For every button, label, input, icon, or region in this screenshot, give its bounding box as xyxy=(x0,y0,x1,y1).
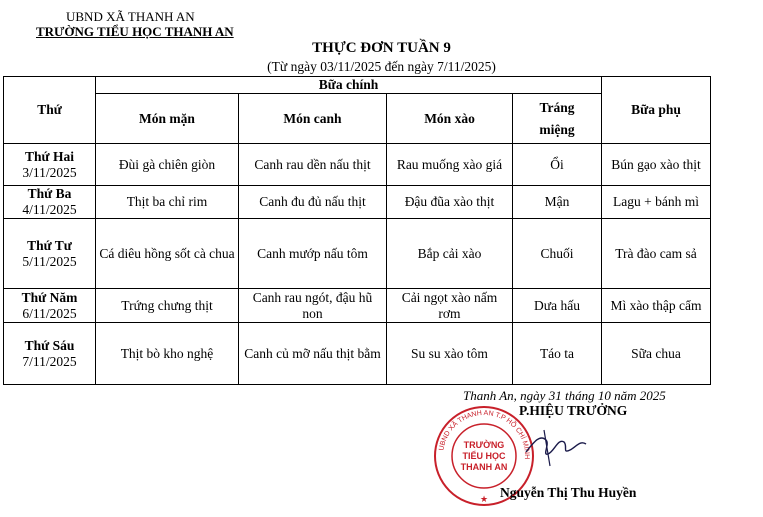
day-cell: Thứ Năm 6/11/2025 xyxy=(4,289,96,323)
day-cell: Thứ Tư 5/11/2025 xyxy=(4,219,96,289)
day-cell: Thứ Sáu 7/11/2025 xyxy=(4,323,96,385)
day-cell: Thứ Ba 4/11/2025 xyxy=(4,186,96,219)
dessert-cell: Dưa hấu xyxy=(513,289,602,323)
table-row xyxy=(4,219,711,289)
snack-cell: Sữa chua xyxy=(602,323,711,385)
snack-cell: Mì xào thập cẩm xyxy=(602,289,711,323)
soup-cell: Canh đu đủ nấu thịt xyxy=(239,186,387,219)
header-school: TRƯỜNG TIỂU HỌC THANH AN xyxy=(36,24,234,39)
header-soup: Món canh xyxy=(239,94,387,144)
header-main-dish: Món mặn xyxy=(96,94,239,144)
stir-fry-cell: Đậu đũa xào thịt xyxy=(387,186,513,219)
dessert-cell: Chuối xyxy=(513,219,602,289)
seal-line-1: TRƯỜNG xyxy=(463,440,505,450)
soup-cell: Canh củ mỡ nấu thịt bằm xyxy=(239,323,387,385)
signature-place-date: Thanh An, ngày 31 tháng 10 năm 2025 xyxy=(463,388,666,403)
day-cell: Thứ Hai 3/11/2025 xyxy=(4,144,96,186)
main-dish-cell: Đùi gà chiên giòn xyxy=(96,144,239,186)
header-snack: Bữa phụ xyxy=(602,77,711,144)
dessert-cell: Mận xyxy=(513,186,602,219)
table-row xyxy=(4,289,711,323)
table-row xyxy=(4,186,711,219)
seal-line-3: THANH AN xyxy=(460,462,508,472)
seal-ring-text: UBND XÃ THANH AN T.P HỒ CHÍ MINH xyxy=(438,409,531,460)
soup-cell: Canh mướp nấu tôm xyxy=(239,219,387,289)
dessert-cell: Táo ta xyxy=(513,323,602,385)
snack-cell: Lagu + bánh mì xyxy=(602,186,711,219)
header-stir-fry: Món xào xyxy=(387,94,513,144)
main-dish-cell: Thịt bò kho nghệ xyxy=(96,323,239,385)
stir-fry-cell: Su su xào tôm xyxy=(387,323,513,385)
signature-title: P.HIỆU TRƯỞNG xyxy=(519,403,628,418)
handwritten-signature xyxy=(520,420,590,470)
menu-table xyxy=(3,76,711,385)
snack-cell: Trà đào cam sả xyxy=(602,219,711,289)
seal-line-2: TIỂU HỌC xyxy=(462,451,506,461)
header-main-meal: Bữa chính xyxy=(96,77,602,94)
soup-cell: Canh rau dền nấu thịt xyxy=(239,144,387,186)
stir-fry-cell: Rau muống xào giá xyxy=(387,144,513,186)
main-dish-cell: Trứng chưng thịt xyxy=(96,289,239,323)
header-dessert: Tráng miệng xyxy=(513,94,602,144)
page-subtitle: (Từ ngày 03/11/2025 đến ngày 7/11/2025) xyxy=(267,59,496,74)
signer-name: Nguyễn Thị Thu Huyền xyxy=(500,485,637,500)
seal-star-icon: ★ xyxy=(479,494,489,504)
table-row xyxy=(4,144,711,186)
stir-fry-cell: Bắp cải xào xyxy=(387,219,513,289)
header-org: UBND XÃ THANH AN xyxy=(66,9,195,24)
stir-fry-cell: Cải ngọt xào nấm rơm xyxy=(387,289,513,323)
main-dish-cell: Thịt ba chỉ rim xyxy=(96,186,239,219)
dessert-cell: Ổi xyxy=(513,144,602,186)
table-row xyxy=(4,323,711,385)
main-dish-cell: Cá diêu hồng sốt cà chua xyxy=(96,219,239,289)
page-title: THỰC ĐƠN TUẦN 9 xyxy=(312,40,451,56)
snack-cell: Bún gạo xào thịt xyxy=(602,144,711,186)
header-day: Thứ xyxy=(4,77,96,144)
soup-cell: Canh rau ngót, đậu hũ non xyxy=(239,289,387,323)
